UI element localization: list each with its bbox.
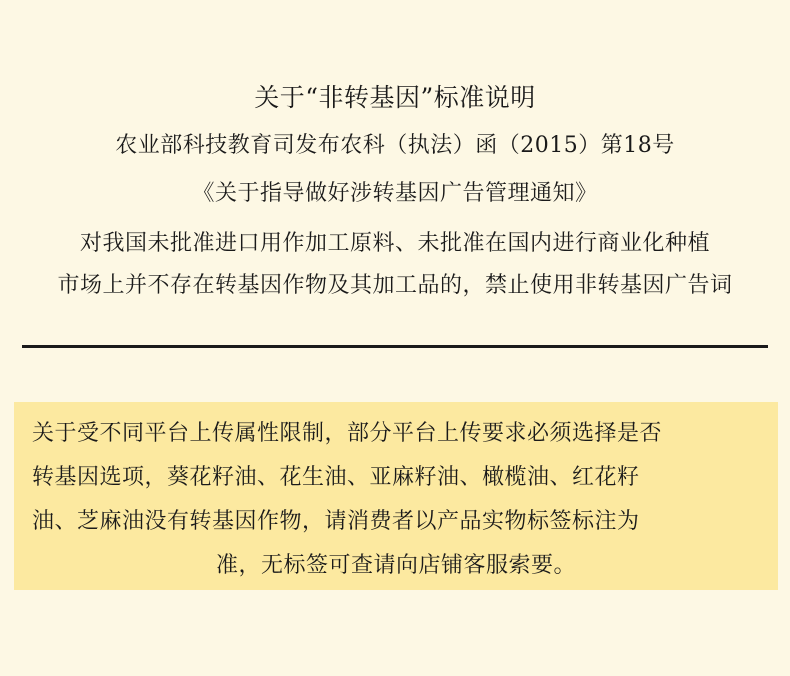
page-title: 关于“非转基因”标准说明 <box>254 83 536 112</box>
notice-box <box>14 402 778 590</box>
issuer-line: 农业部科技教育司发布农科（执法）函（2015）第18号 <box>115 133 675 158</box>
notice-line-2: 转基因选项，葵花籽油、花生油、亚麻籽油、橄榄油、红花籽 <box>32 465 640 490</box>
notice-line-4: 准，无标签可查请向店铺客服索要。 <box>215 553 576 578</box>
rule-text-line-1: 对我国未批准进口用作加工原料、未批准在国内进行商业化种植 <box>79 231 710 256</box>
rule-text-line-2: 市场上并不存在转基因作物及其加工品的，禁止使用非转基因广告词 <box>57 273 733 298</box>
section-divider <box>22 345 768 348</box>
document-name: 《关于指导做好涉转基因广告管理通知》 <box>192 181 598 206</box>
notice-line-1: 关于受不同平台上传属性限制，部分平台上传要求必须选择是否 <box>32 421 663 446</box>
notice-line-3: 油、芝麻油没有转基因作物，请消费者以产品实物标签标注为 <box>32 509 640 534</box>
